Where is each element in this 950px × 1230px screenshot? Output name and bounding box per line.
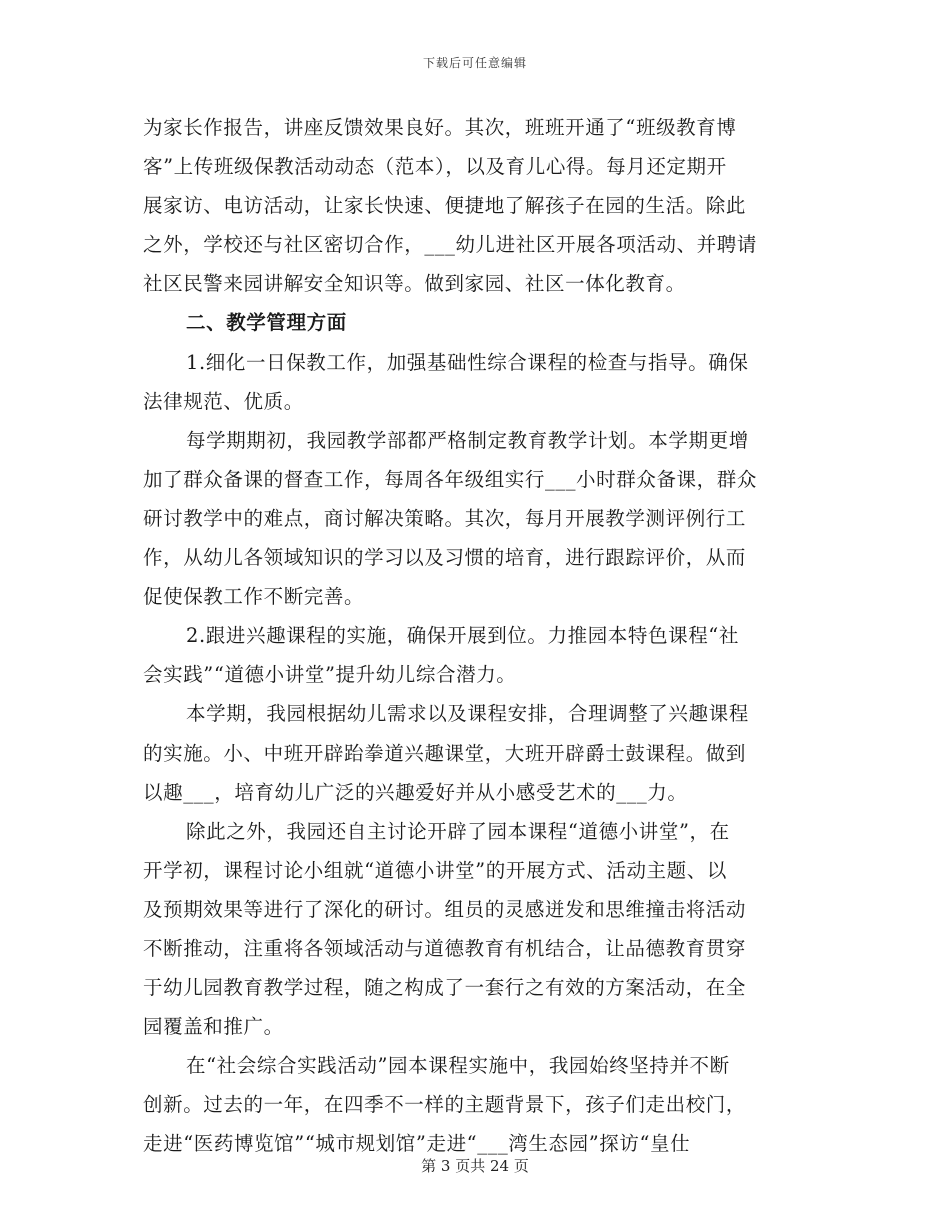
text-line: 研讨教学中的难点，商讨解决策略。其次，每月开展教学测评例行工 xyxy=(143,506,747,530)
text-line: 社区民警来园讲解安全知识等。做到家园、社区一体化教育。 xyxy=(143,272,686,296)
text-line: 1.细化一日保教工作，加强基础性综合课程的检查与指导。确保 xyxy=(186,350,749,374)
text-line: 及预期效果等进行了深化的研讨。组员的灵感迸发和思维撞击将活动 xyxy=(143,897,747,921)
text-line: 法律规范、优质。 xyxy=(143,389,304,413)
text-line: 之外，学校还与社区密切合作，___幼儿进社区开展各项活动、并聘请 xyxy=(143,233,757,257)
text-line: 的实施。小、中班开辟跆拳道兴趣课堂，大班开辟爵士鼓课程。做到 xyxy=(143,741,747,765)
text-line: 客”上传班级保教活动动态（范本），以及育儿心得。每月还定期开 xyxy=(143,155,727,179)
text-line: 不断推动，注重将各领域活动与道德教育有机结合，让品德教育贯穿 xyxy=(143,936,747,960)
text-line: 本学期，我园根据幼儿需求以及课程安排，合理调整了兴趣课程 xyxy=(186,702,749,726)
text-line: 于幼儿园教育教学过程，随之构成了一套行之有效的方案活动，在全 xyxy=(143,976,747,1000)
text-line: 作，从幼儿各领域知识的学习以及习惯的培育，进行跟踪评价，从而 xyxy=(143,546,747,570)
text-line: 在“社会综合实践活动”园本课程实施中，我园始终坚持并不断 xyxy=(186,1054,730,1078)
text-line: 2.跟进兴趣课程的实施，确保开展到位。力推园本特色课程“社 xyxy=(186,624,739,648)
text-line: 每学期期初，我园教学部都严格制定教育教学计划。本学期更增 xyxy=(186,428,749,452)
text-line: 创新。过去的一年，在四季不一样的主题背景下，孩子们走出校门， xyxy=(143,1093,747,1117)
text-line: 园覆盖和推广。 xyxy=(143,1015,284,1039)
text-line: 走进“医药博览馆”“城市规划馆”走进“___湾生态园”探访“皇仕 xyxy=(143,1132,691,1156)
section-heading: 二、教学管理方面 xyxy=(186,311,347,335)
text-line: 会实践”“道德小讲堂”提升幼儿综合潜力。 xyxy=(143,663,517,687)
text-line: 促使保教工作不断完善。 xyxy=(143,585,365,609)
text-line: 展家访、电访活动，让家长快速、便捷地了解孩子在园的生活。除此 xyxy=(143,194,747,218)
text-line: 加了群众备课的督查工作，每周各年级组实行___小时群众备课，群众 xyxy=(143,467,757,491)
page-footer: 第 3 页共 24 页 xyxy=(421,1157,529,1175)
text-line: 除此之外，我园还自主讨论开辟了园本课程“道德小讲堂”，在 xyxy=(186,819,730,843)
text-line: 为家长作报告，讲座反馈效果良好。其次，班班开通了“班级教育博 xyxy=(143,116,737,139)
page-header: 下载后可任意编辑 xyxy=(422,56,527,70)
document-body xyxy=(143,108,803,1164)
text-line: 开学初，课程讨论小组就“道德小讲堂”的开展方式、活动主题、以 xyxy=(143,858,727,882)
text-line: 以趣___，培育幼儿广泛的兴趣爱好并从小感受艺术的___力。 xyxy=(143,780,688,804)
